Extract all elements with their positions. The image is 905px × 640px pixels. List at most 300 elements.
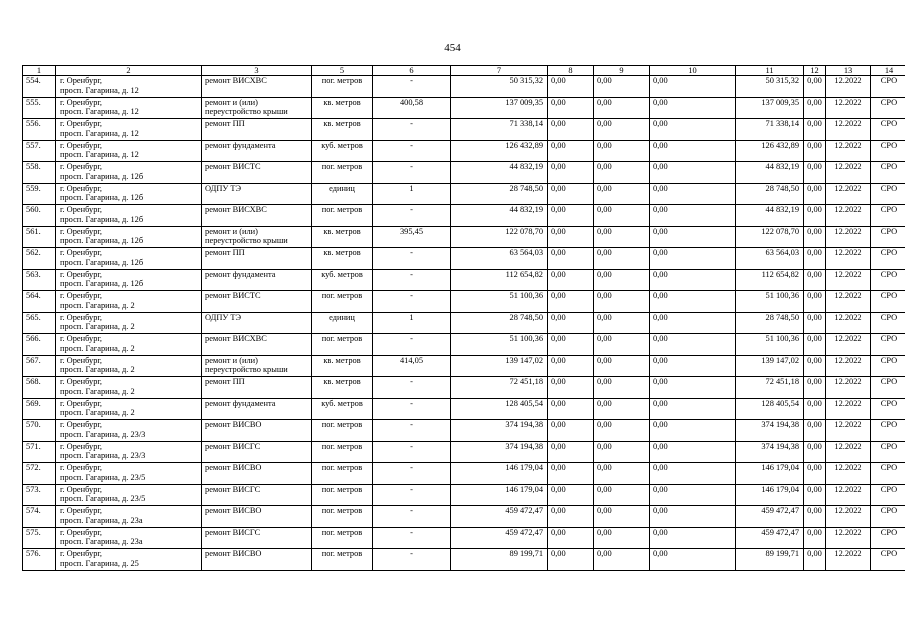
- work-type-cell: [202, 162, 312, 184]
- quantity-cell-text: 414,05: [399, 355, 424, 365]
- unit-cell: [312, 398, 373, 420]
- quantity-cell-text: -: [410, 527, 413, 537]
- quantity-cell-text: 1: [409, 183, 414, 193]
- cost-cell-11-text: 28 748,50: [765, 312, 799, 322]
- cost-cell-12-text: 0,00: [807, 506, 822, 515]
- cost-cell-9: [594, 205, 650, 227]
- cost-cell-12-text: 0,00: [807, 162, 822, 171]
- funding-source-cell-text: СРО: [880, 355, 898, 365]
- row-number: [23, 312, 56, 334]
- cost-cell-12: [804, 226, 826, 248]
- row-number-text: 566.: [26, 334, 41, 343]
- funding-source-cell-text: СРО: [880, 484, 898, 494]
- unit-cell-text: куб. метров: [321, 269, 363, 279]
- cost-cell-12-text: 0,00: [807, 420, 822, 429]
- total-cost-cell-text: 146 179,04: [505, 463, 543, 472]
- cost-cell-11: [736, 312, 804, 334]
- cost-cell-12: [804, 463, 826, 485]
- deadline-cell-text: 12.2022: [834, 248, 862, 257]
- address-cell-text: просп. Гагарина, д. 2: [60, 343, 135, 353]
- cost-cell-8: [548, 162, 594, 184]
- deadline-cell: [826, 355, 871, 377]
- quantity-cell-text: -: [410, 76, 413, 85]
- total-cost-cell-text: 128 405,54: [505, 398, 543, 408]
- total-cost-cell: [451, 355, 548, 377]
- cost-cell-9-text: 0,00: [597, 97, 612, 107]
- total-cost-cell-text: 146 179,04: [505, 484, 543, 494]
- unit-cell: [312, 183, 373, 205]
- address-cell: [56, 506, 202, 528]
- unit-cell-text: кв. метров: [323, 97, 361, 107]
- cost-cell-11: [736, 506, 804, 528]
- cost-cell-8-text: 0,00: [551, 205, 566, 214]
- work-type-cell: [202, 441, 312, 463]
- funding-source-cell-text: СРО: [880, 205, 898, 214]
- row-number: [23, 441, 56, 463]
- cost-cell-12: [804, 398, 826, 420]
- cost-cell-9-text: 0,00: [597, 398, 612, 408]
- quantity-cell: [373, 119, 451, 141]
- quantity-cell-text: -: [410, 334, 413, 343]
- cost-cell-9: [594, 355, 650, 377]
- deadline-cell-text: 12.2022: [834, 420, 862, 429]
- cost-cell-11: [736, 140, 804, 162]
- unit-cell: [312, 549, 373, 571]
- address-cell-text: просп. Гагарина, д. 25: [60, 558, 139, 568]
- row-number-text: 575.: [26, 527, 41, 537]
- cost-cell-10-text: 0,00: [653, 377, 668, 386]
- quantity-cell-text: -: [410, 205, 413, 214]
- work-type-cell-text: ремонт фундамента: [205, 140, 276, 150]
- table-row: [23, 119, 905, 141]
- table-row: [23, 398, 905, 420]
- cost-cell-10: [650, 355, 736, 377]
- funding-source-cell: [871, 97, 905, 119]
- quantity-cell-text: -: [410, 484, 413, 494]
- cost-cell-12: [804, 420, 826, 442]
- cost-cell-9-text: 0,00: [597, 291, 612, 300]
- address-cell: [56, 398, 202, 420]
- deadline-cell-text: 12.2022: [834, 506, 862, 515]
- deadline-cell-text: 12.2022: [834, 527, 862, 537]
- row-number-text: 568.: [26, 377, 41, 386]
- cost-cell-8-text: 0,00: [551, 484, 566, 494]
- address-cell-text: просп. Гагарина, д. 2: [60, 408, 135, 418]
- address-cell: [56, 463, 202, 485]
- quantity-cell-text: -: [410, 549, 413, 558]
- unit-cell-text: кв. метров: [323, 355, 361, 365]
- cost-cell-12-text: 0,00: [807, 140, 822, 150]
- address-cell: [56, 441, 202, 463]
- unit-cell-text: пог. метров: [321, 463, 363, 472]
- address-cell: [56, 291, 202, 313]
- cost-cell-12-text: 0,00: [807, 355, 822, 365]
- unit-cell-text: единиц: [329, 183, 355, 193]
- column-header: 2: [56, 66, 202, 76]
- quantity-cell: [373, 506, 451, 528]
- funding-source-cell-text: СРО: [880, 97, 898, 107]
- address-cell: [56, 377, 202, 399]
- cost-cell-9-text: 0,00: [597, 226, 612, 236]
- address-cell: [56, 549, 202, 571]
- address-cell-text: г. Оренбург,: [60, 76, 103, 85]
- row-number-text: 561.: [26, 226, 41, 236]
- cost-cell-9: [594, 97, 650, 119]
- unit-cell-text: пог. метров: [321, 549, 363, 558]
- work-type-cell: [202, 76, 312, 98]
- total-cost-cell: [451, 377, 548, 399]
- work-type-cell-text: ремонт и (или): [205, 226, 258, 236]
- deadline-cell: [826, 463, 871, 485]
- address-cell-text: просп. Гагарина, д. 2: [60, 300, 135, 310]
- address-cell: [56, 140, 202, 162]
- address-cell-text: г. Оренбург,: [60, 420, 103, 429]
- cost-cell-11-text: 137 009,35: [761, 97, 799, 107]
- funding-source-cell-text: СРО: [880, 119, 898, 128]
- cost-cell-10-text: 0,00: [653, 506, 668, 515]
- table-row: [23, 162, 905, 184]
- quantity-cell-text: 395,45: [399, 226, 424, 236]
- row-number: [23, 76, 56, 98]
- total-cost-cell-text: 44 832,19: [509, 205, 543, 214]
- table-row: [23, 506, 905, 528]
- row-number-text: 557.: [26, 140, 41, 150]
- cost-cell-9-text: 0,00: [597, 549, 612, 558]
- cost-cell-12-text: 0,00: [807, 312, 822, 322]
- total-cost-cell-text: 51 100,36: [509, 291, 543, 300]
- row-number: [23, 527, 56, 549]
- address-cell-text: г. Оренбург,: [60, 312, 103, 322]
- quantity-cell: [373, 398, 451, 420]
- cost-cell-12-text: 0,00: [807, 484, 822, 494]
- unit-cell: [312, 76, 373, 98]
- cost-cell-8-text: 0,00: [551, 398, 566, 408]
- cost-cell-12-text: 0,00: [807, 463, 822, 472]
- cost-cell-9: [594, 76, 650, 98]
- quantity-cell: [373, 269, 451, 291]
- quantity-cell: [373, 355, 451, 377]
- address-cell: [56, 76, 202, 98]
- deadline-cell-text: 12.2022: [834, 76, 862, 85]
- cost-cell-8-text: 0,00: [551, 355, 566, 365]
- cost-cell-10-text: 0,00: [653, 97, 668, 107]
- column-header: 10: [650, 66, 736, 76]
- deadline-cell-text: 12.2022: [834, 183, 862, 193]
- deadline-cell-text: 12.2022: [834, 119, 862, 128]
- column-header: 9: [594, 66, 650, 76]
- work-type-cell-text: ремонт ВИСТС: [205, 162, 261, 171]
- funding-source-cell-text: СРО: [880, 527, 898, 537]
- cost-cell-12-text: 0,00: [807, 76, 822, 85]
- column-header: 14: [871, 66, 905, 76]
- table-row: [23, 248, 905, 270]
- cost-cell-9: [594, 119, 650, 141]
- row-number: [23, 463, 56, 485]
- table-row: [23, 441, 905, 463]
- cost-cell-10: [650, 76, 736, 98]
- cost-cell-11: [736, 226, 804, 248]
- quantity-cell-text: -: [410, 441, 413, 451]
- address-cell-text: просп. Гагарина, д. 12б: [60, 257, 144, 267]
- cost-cell-9-text: 0,00: [597, 140, 612, 150]
- total-cost-cell: [451, 441, 548, 463]
- table-row: [23, 377, 905, 399]
- cost-cell-10-text: 0,00: [653, 527, 668, 537]
- address-cell-text: просп. Гагарина, д. 12: [60, 85, 139, 95]
- unit-cell: [312, 484, 373, 506]
- address-cell: [56, 420, 202, 442]
- cost-cell-9: [594, 269, 650, 291]
- cost-cell-9: [594, 248, 650, 270]
- cost-cell-11-text: 459 472,47: [761, 506, 799, 515]
- cost-cell-11: [736, 398, 804, 420]
- column-header: 1: [23, 66, 56, 76]
- row-number-text: 565.: [26, 312, 41, 322]
- cost-cell-12: [804, 377, 826, 399]
- funding-source-cell: [871, 119, 905, 141]
- quantity-cell: [373, 527, 451, 549]
- cost-cell-9: [594, 463, 650, 485]
- work-type-cell-text: ремонт ВИСВО: [205, 420, 262, 429]
- cost-cell-8: [548, 312, 594, 334]
- row-number: [23, 162, 56, 184]
- funding-source-cell-text: СРО: [880, 291, 898, 300]
- deadline-cell: [826, 506, 871, 528]
- address-cell-text: г. Оренбург,: [60, 549, 103, 558]
- address-cell: [56, 205, 202, 227]
- work-type-cell: [202, 269, 312, 291]
- funding-source-cell-text: СРО: [880, 140, 898, 150]
- row-number-text: 571.: [26, 441, 41, 451]
- cost-cell-8-text: 0,00: [551, 97, 566, 107]
- unit-cell: [312, 140, 373, 162]
- unit-cell-text: кв. метров: [323, 119, 361, 128]
- cost-cell-9-text: 0,00: [597, 441, 612, 451]
- unit-cell: [312, 269, 373, 291]
- cost-cell-11: [736, 484, 804, 506]
- total-cost-cell-text: 374 194,38: [505, 420, 543, 429]
- cost-cell-10: [650, 463, 736, 485]
- unit-cell: [312, 248, 373, 270]
- column-header: 5: [312, 66, 373, 76]
- address-cell: [56, 248, 202, 270]
- deadline-cell: [826, 441, 871, 463]
- unit-cell: [312, 291, 373, 313]
- cost-cell-9-text: 0,00: [597, 377, 612, 386]
- deadline-cell: [826, 312, 871, 334]
- cost-cell-11-text: 374 194,38: [761, 420, 799, 429]
- quantity-cell-text: -: [410, 377, 413, 386]
- row-number: [23, 97, 56, 119]
- address-cell-text: г. Оренбург,: [60, 183, 103, 193]
- deadline-cell: [826, 269, 871, 291]
- cost-cell-10-text: 0,00: [653, 205, 668, 214]
- cost-cell-11-text: 89 199,71: [765, 549, 799, 558]
- funding-source-cell: [871, 205, 905, 227]
- cost-cell-11-text: 112 654,82: [761, 269, 799, 279]
- table-row: [23, 484, 905, 506]
- table-row: [23, 334, 905, 356]
- funding-source-cell-text: СРО: [880, 420, 898, 429]
- address-cell-text: просп. Гагарина, д. 23/3: [60, 451, 146, 461]
- work-type-cell: [202, 119, 312, 141]
- deadline-cell-text: 12.2022: [834, 377, 862, 386]
- address-cell-text: г. Оренбург,: [60, 463, 103, 472]
- address-cell-text: просп. Гагарина, д. 12: [60, 128, 139, 138]
- cost-cell-12: [804, 162, 826, 184]
- cost-cell-12: [804, 527, 826, 549]
- unit-cell: [312, 355, 373, 377]
- quantity-cell: [373, 377, 451, 399]
- row-number: [23, 377, 56, 399]
- work-type-cell-text: ремонт ПП: [205, 377, 245, 386]
- cost-cell-9: [594, 312, 650, 334]
- row-number-text: 567.: [26, 355, 41, 365]
- total-cost-cell: [451, 334, 548, 356]
- work-type-cell-text: ремонт ВИСВО: [205, 463, 262, 472]
- work-type-cell-text: переустройство крыши: [205, 107, 288, 117]
- funding-source-cell: [871, 269, 905, 291]
- quantity-cell-text: -: [410, 162, 413, 171]
- cost-cell-10-text: 0,00: [653, 183, 668, 193]
- funding-source-cell-text: СРО: [880, 226, 898, 236]
- deadline-cell-text: 12.2022: [834, 549, 862, 558]
- total-cost-cell-text: 50 315,32: [509, 76, 543, 85]
- cost-cell-8: [548, 269, 594, 291]
- cost-cell-11-text: 139 147,02: [761, 355, 799, 365]
- cost-cell-10: [650, 312, 736, 334]
- cost-cell-8-text: 0,00: [551, 549, 566, 558]
- address-cell: [56, 312, 202, 334]
- funding-source-cell: [871, 291, 905, 313]
- funding-source-cell-text: СРО: [880, 377, 898, 386]
- cost-cell-8: [548, 226, 594, 248]
- cost-cell-8: [548, 205, 594, 227]
- cost-cell-10-text: 0,00: [653, 269, 668, 279]
- cost-cell-11-text: 44 832,19: [765, 205, 799, 214]
- cost-cell-11-text: 44 832,19: [765, 162, 799, 171]
- cost-cell-10: [650, 549, 736, 571]
- work-type-cell: [202, 205, 312, 227]
- unit-cell-text: кв. метров: [323, 226, 361, 236]
- funding-source-cell: [871, 420, 905, 442]
- unit-cell-text: пог. метров: [321, 76, 363, 85]
- cost-cell-10: [650, 97, 736, 119]
- total-cost-cell: [451, 205, 548, 227]
- address-cell-text: просп. Гагарина, д. 23/5: [60, 494, 146, 504]
- work-type-cell: [202, 527, 312, 549]
- row-number: [23, 119, 56, 141]
- cost-cell-8-text: 0,00: [551, 119, 566, 128]
- funding-source-cell: [871, 398, 905, 420]
- unit-cell: [312, 226, 373, 248]
- funding-source-cell: [871, 334, 905, 356]
- work-type-cell: [202, 183, 312, 205]
- cost-cell-10: [650, 183, 736, 205]
- row-number-text: 562.: [26, 248, 41, 257]
- cost-cell-12: [804, 76, 826, 98]
- cost-cell-10-text: 0,00: [653, 226, 668, 236]
- address-cell: [56, 97, 202, 119]
- address-cell: [56, 334, 202, 356]
- page-number: 454: [444, 42, 461, 54]
- cost-cell-11-text: 374 194,38: [761, 441, 799, 451]
- address-cell-text: г. Оренбург,: [60, 205, 103, 214]
- deadline-cell: [826, 291, 871, 313]
- row-number: [23, 248, 56, 270]
- cost-cell-9-text: 0,00: [597, 269, 612, 279]
- cost-cell-8: [548, 549, 594, 571]
- quantity-cell: [373, 463, 451, 485]
- cost-cell-11-text: 72 451,18: [765, 377, 799, 386]
- table-row: [23, 183, 905, 205]
- unit-cell: [312, 420, 373, 442]
- funding-source-cell-text: СРО: [880, 183, 898, 193]
- total-cost-cell: [451, 291, 548, 313]
- cost-cell-9-text: 0,00: [597, 355, 612, 365]
- address-cell-text: просп. Гагарина, д. 2: [60, 386, 135, 396]
- cost-cell-9: [594, 334, 650, 356]
- cost-cell-12-text: 0,00: [807, 226, 822, 236]
- cost-cell-12: [804, 312, 826, 334]
- work-type-cell-text: ремонт ВИСХВС: [205, 334, 267, 343]
- cost-cell-12-text: 0,00: [807, 205, 822, 214]
- cost-cell-9: [594, 140, 650, 162]
- address-cell: [56, 484, 202, 506]
- cost-cell-11: [736, 549, 804, 571]
- quantity-cell: [373, 97, 451, 119]
- deadline-cell-text: 12.2022: [834, 140, 862, 150]
- address-cell-text: просп. Гагарина, д. 12: [60, 107, 139, 117]
- table-row: [23, 140, 905, 162]
- row-number: [23, 269, 56, 291]
- cost-cell-12: [804, 269, 826, 291]
- row-number-text: 556.: [26, 119, 41, 128]
- cost-cell-10: [650, 484, 736, 506]
- deadline-cell-text: 12.2022: [834, 97, 862, 107]
- cost-cell-11-text: 146 179,04: [761, 484, 799, 494]
- cost-cell-11-text: 128 405,54: [761, 398, 799, 408]
- row-number: [23, 484, 56, 506]
- work-type-cell: [202, 334, 312, 356]
- cost-cell-11: [736, 183, 804, 205]
- cost-cell-10-text: 0,00: [653, 312, 668, 322]
- cost-cell-12-text: 0,00: [807, 291, 822, 300]
- work-type-cell: [202, 398, 312, 420]
- unit-cell-text: пог. метров: [321, 291, 363, 300]
- unit-cell: [312, 119, 373, 141]
- work-type-cell-text: ремонт ВИСВО: [205, 506, 262, 515]
- work-type-cell-text: переустройство крыши: [205, 365, 288, 375]
- address-cell-text: г. Оренбург,: [60, 119, 103, 128]
- work-type-cell: [202, 463, 312, 485]
- funding-source-cell-text: СРО: [880, 441, 898, 451]
- address-cell-text: г. Оренбург,: [60, 97, 103, 107]
- cost-cell-9-text: 0,00: [597, 527, 612, 537]
- column-header: 13: [826, 66, 871, 76]
- cost-cell-11: [736, 527, 804, 549]
- unit-cell: [312, 205, 373, 227]
- total-cost-cell-text: 72 451,18: [509, 377, 543, 386]
- total-cost-cell: [451, 527, 548, 549]
- cost-cell-10-text: 0,00: [653, 76, 668, 85]
- total-cost-cell: [451, 140, 548, 162]
- cost-cell-12: [804, 248, 826, 270]
- cost-cell-11-text: 63 564,03: [765, 248, 799, 257]
- funding-source-cell: [871, 162, 905, 184]
- funding-source-cell: [871, 140, 905, 162]
- unit-cell-text: пог. метров: [321, 506, 363, 515]
